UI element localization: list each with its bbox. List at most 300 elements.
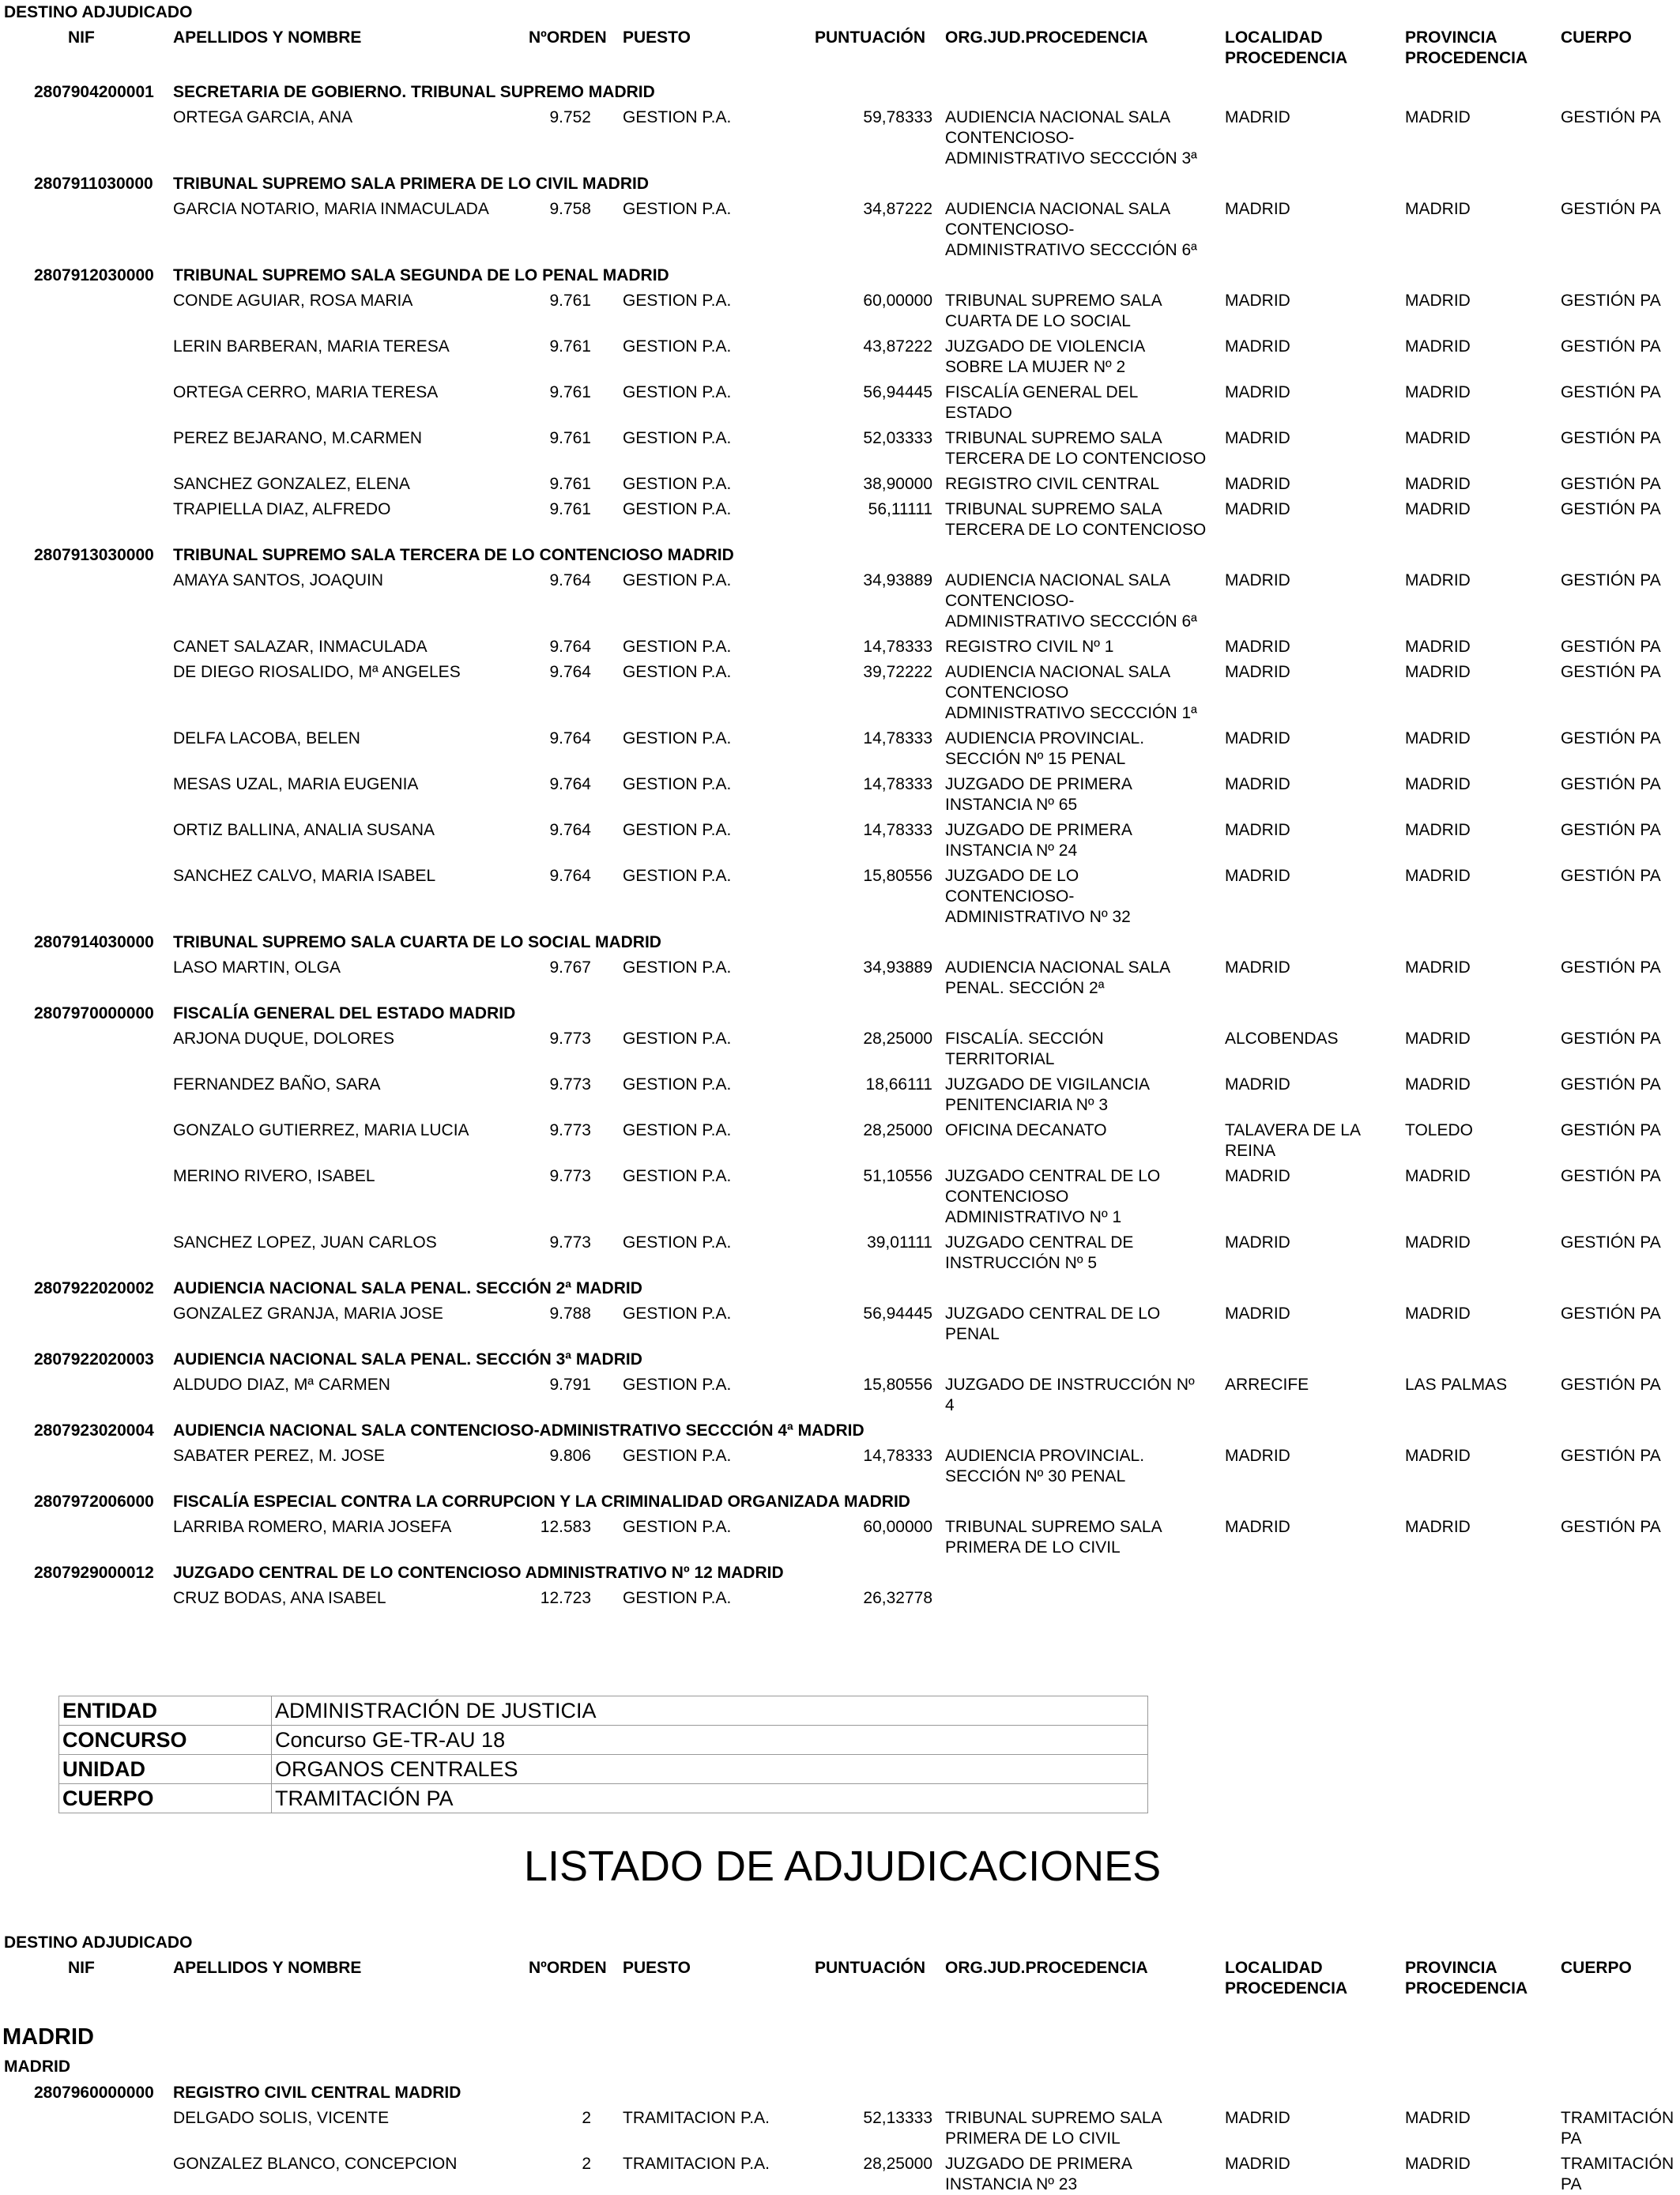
row-orden: 9.788 (549, 1305, 591, 1323)
row-org: CONTENCIOSO- (945, 129, 1075, 147)
row-puntuacion: 39,01111 (867, 1233, 932, 1252)
info-key: CONCURSO (59, 1726, 272, 1755)
row-orden: 9.764 (549, 638, 591, 656)
row-puesto: GESTION P.A. (623, 1167, 732, 1185)
row-puesto: GESTION P.A. (623, 1233, 732, 1252)
row-org: TERCERA DE LO CONTENCIOSO (945, 521, 1207, 539)
row-puesto: GESTION P.A. (623, 292, 732, 310)
info-value: TRAMITACIÓN PA (272, 1784, 1148, 1813)
row-localidad: MADRID (1225, 475, 1290, 493)
row-puesto: GESTION P.A. (623, 663, 732, 681)
row-orden: 9.761 (549, 475, 591, 493)
province-heading: MADRID (2, 2024, 94, 2050)
row-nombre: TRAPIELLA DIAZ, ALFREDO (173, 500, 391, 518)
header-nombre: APELLIDOS Y NOMBRE (173, 1959, 362, 1977)
row-puntuacion: 14,78333 (863, 821, 932, 839)
row-org: TRIBUNAL SUPREMO SALA (945, 1518, 1162, 1536)
row-org: INSTRUCCIÓN Nº 5 (945, 1254, 1098, 1272)
row-puesto: GESTION P.A. (623, 500, 732, 518)
section-label: DESTINO ADJUDICADO (4, 3, 193, 21)
row-nombre: LARRIBA ROMERO, MARIA JOSEFA (173, 1518, 452, 1536)
row-nombre: ORTEGA GARCIA, ANA (173, 108, 353, 126)
row-provincia: MADRID (1405, 1305, 1471, 1323)
row-puntuacion: 34,87222 (863, 200, 932, 218)
row-localidad: MADRID (1225, 958, 1290, 977)
row-localidad: MADRID (1225, 383, 1290, 401)
row-provincia: MADRID (1405, 1075, 1471, 1094)
row-cuerpo: GESTIÓN PA (1561, 775, 1661, 793)
row-nombre: GONZALO GUTIERREZ, MARIA LUCIA (173, 1121, 469, 1139)
row-puesto: GESTION P.A. (623, 821, 732, 839)
row-orden: 9.752 (549, 108, 591, 126)
row-cuerpo: GESTIÓN PA (1561, 292, 1661, 310)
header-localidad: LOCALIDAD (1225, 1959, 1323, 1977)
row-org: CONTENCIOSO- (945, 887, 1075, 905)
info-key: UNIDAD (59, 1755, 272, 1784)
header-orden: NºORDEN (529, 1959, 607, 1977)
row-nombre: SANCHEZ CALVO, MARIA ISABEL (173, 867, 436, 885)
destino-name: AUDIENCIA NACIONAL SALA PENAL. SECCIÓN 3ª MADRID (173, 1350, 642, 1369)
row-provincia: MADRID (1405, 821, 1471, 839)
destino-name: SECRETARIA DE GOBIERNO. TRIBUNAL SUPREMO MADRID (173, 83, 655, 101)
row-puesto: GESTION P.A. (623, 1305, 732, 1323)
header-nombre: APELLIDOS Y NOMBRE (173, 28, 362, 47)
row-provincia: MADRID (1405, 337, 1471, 356)
info-row (59, 1784, 1148, 1813)
row-orden: 12.723 (540, 1589, 591, 1607)
destino-nif: 2807912030000 (34, 266, 154, 284)
destino-name: AUDIENCIA NACIONAL SALA CONTENCIOSO-ADMINISTRATIVO SECCCIÓN 4ª MADRID (173, 1421, 864, 1440)
row-puesto: TRAMITACION P.A. (623, 2155, 770, 2173)
row-puesto: GESTION P.A. (623, 775, 732, 793)
row-orden: 9.773 (549, 1121, 591, 1139)
row-orden: 9.773 (549, 1075, 591, 1094)
row-org: JUZGADO DE PRIMERA (945, 775, 1132, 793)
row-provincia: MADRID (1405, 292, 1471, 310)
row-localidad: MADRID (1225, 1233, 1290, 1252)
row-org: REGISTRO CIVIL CENTRAL (945, 475, 1160, 493)
row-org: TRIBUNAL SUPREMO SALA (945, 429, 1162, 447)
row-org: JUZGADO CENTRAL DE (945, 1233, 1134, 1252)
header-puesto: PUESTO (623, 1959, 691, 1977)
row-localidad: MADRID (1225, 867, 1290, 885)
row-localidad: TALAVERA DE LA (1225, 1121, 1361, 1139)
info-row (59, 1726, 1148, 1755)
row-org: INSTANCIA Nº 24 (945, 841, 1078, 860)
row-nombre: CANET SALAZAR, INMACULADA (173, 638, 428, 656)
row-localidad: MADRID (1225, 108, 1290, 126)
row-nombre: SANCHEZ GONZALEZ, ELENA (173, 475, 410, 493)
row-localidad: MADRID (1225, 1167, 1290, 1185)
destino-name: JUZGADO CENTRAL DE LO CONTENCIOSO ADMINISTRATIVO Nº 12 MADRID (173, 1564, 784, 1582)
row-org: PENITENCIARIA Nº 3 (945, 1096, 1109, 1114)
row-org: CONTENCIOSO- (945, 220, 1075, 239)
row-puntuacion: 15,80556 (863, 867, 932, 885)
row-puntuacion: 28,25000 (863, 1030, 932, 1048)
info-key: CUERPO (59, 1784, 272, 1813)
row-org: ADMINISTRATIVO Nº 1 (945, 1208, 1122, 1226)
row-nombre: GONZALEZ GRANJA, MARIA JOSE (173, 1305, 443, 1323)
row-puntuacion: 28,25000 (863, 1121, 932, 1139)
row-puntuacion: 52,13333 (863, 2109, 932, 2127)
row-puntuacion: 39,72222 (863, 663, 932, 681)
destino-name: AUDIENCIA NACIONAL SALA PENAL. SECCIÓN 2ª MADRID (173, 1279, 642, 1297)
row-provincia: MADRID (1405, 1030, 1471, 1048)
info-key: ENTIDAD (59, 1696, 272, 1726)
row-nombre: ORTEGA CERRO, MARIA TERESA (173, 383, 439, 401)
row-org: CONTENCIOSO- (945, 592, 1075, 610)
row-puntuacion: 26,32778 (863, 1589, 932, 1607)
row-orden: 9.773 (549, 1030, 591, 1048)
row-localidad: MADRID (1225, 1518, 1290, 1536)
row-cuerpo: GESTIÓN PA (1561, 958, 1661, 977)
row-org: AUDIENCIA NACIONAL SALA (945, 200, 1171, 218)
row-localidad: MADRID (1225, 638, 1290, 656)
row-puntuacion: 56,94445 (863, 1305, 932, 1323)
row-orden: 9.767 (549, 958, 591, 977)
row-puntuacion: 15,80556 (863, 1376, 932, 1394)
destino-name: REGISTRO CIVIL CENTRAL MADRID (173, 2084, 461, 2102)
row-org: AUDIENCIA NACIONAL SALA (945, 663, 1171, 681)
row-cuerpo: GESTIÓN PA (1561, 1075, 1661, 1094)
row-cuerpo: GESTIÓN PA (1561, 1305, 1661, 1323)
row-puesto: GESTION P.A. (623, 200, 732, 218)
row-localidad: REINA (1225, 1142, 1276, 1160)
header-provincia: PROCEDENCIA (1405, 1979, 1528, 1997)
row-org: AUDIENCIA NACIONAL SALA (945, 571, 1171, 589)
header-org: ORG.JUD.PROCEDENCIA (945, 28, 1148, 47)
row-orden: 2 (582, 2109, 591, 2127)
row-puesto: GESTION P.A. (623, 1447, 732, 1465)
row-cuerpo: GESTIÓN PA (1561, 383, 1661, 401)
header-cuerpo: CUERPO (1561, 1959, 1632, 1977)
row-org: SOBRE LA MUJER Nº 2 (945, 358, 1126, 376)
row-org: ADMINISTRATIVO Nº 32 (945, 908, 1131, 926)
row-puesto: GESTION P.A. (623, 638, 732, 656)
header-provincia: PROVINCIA (1405, 28, 1497, 47)
row-orden: 9.791 (549, 1376, 591, 1394)
row-puesto: GESTION P.A. (623, 729, 732, 747)
row-puesto: GESTION P.A. (623, 1121, 732, 1139)
row-localidad: ALCOBENDAS (1225, 1030, 1339, 1048)
row-org: INSTANCIA Nº 65 (945, 796, 1078, 814)
row-nombre: CRUZ BODAS, ANA ISABEL (173, 1589, 386, 1607)
row-org: CONTENCIOSO (945, 1188, 1069, 1206)
row-puesto: GESTION P.A. (623, 1518, 732, 1536)
row-puesto: GESTION P.A. (623, 383, 732, 401)
row-cuerpo: GESTIÓN PA (1561, 638, 1661, 656)
row-nombre: AMAYA SANTOS, JOAQUIN (173, 571, 384, 589)
row-provincia: MADRID (1405, 638, 1471, 656)
row-org: SECCIÓN Nº 15 PENAL (945, 750, 1126, 768)
row-org: CONTENCIOSO (945, 683, 1069, 702)
row-org: FISCALÍA. SECCIÓN (945, 1030, 1104, 1048)
row-org: AUDIENCIA NACIONAL SALA (945, 958, 1171, 977)
header-localidad: PROCEDENCIA (1225, 1979, 1348, 1997)
header-orden: NºORDEN (529, 28, 607, 47)
row-cuerpo: GESTIÓN PA (1561, 1167, 1661, 1185)
destino-nif: 2807904200001 (34, 83, 154, 101)
row-puesto: TRAMITACION P.A. (623, 2109, 770, 2127)
row-cuerpo: GESTIÓN PA (1561, 1518, 1661, 1536)
row-provincia: MADRID (1405, 775, 1471, 793)
row-provincia: MADRID (1405, 500, 1471, 518)
row-cuerpo: PA (1561, 2175, 1582, 2193)
row-localidad: MADRID (1225, 729, 1290, 747)
row-provincia: MADRID (1405, 729, 1471, 747)
destino-name: TRIBUNAL SUPREMO SALA SEGUNDA DE LO PENAL MADRID (173, 266, 669, 284)
row-provincia: MADRID (1405, 571, 1471, 589)
row-org: JUZGADO DE VIGILANCIA (945, 1075, 1151, 1094)
row-org: AUDIENCIA PROVINCIAL. (945, 1447, 1145, 1465)
row-org: REGISTRO CIVIL Nº 1 (945, 638, 1114, 656)
destino-nif: 2807922020003 (34, 1350, 154, 1369)
row-org: INSTANCIA Nº 23 (945, 2175, 1078, 2193)
row-cuerpo: GESTIÓN PA (1561, 337, 1661, 356)
row-org: FISCALÍA GENERAL DEL (945, 383, 1139, 401)
info-row (59, 1696, 1148, 1726)
row-localidad: MADRID (1225, 1305, 1290, 1323)
row-nombre: ALDUDO DIAZ, Mª CARMEN (173, 1376, 390, 1394)
row-provincia: MADRID (1405, 958, 1471, 977)
row-org: JUZGADO DE INSTRUCCIÓN Nº (945, 1376, 1195, 1394)
row-org: JUZGADO DE VIOLENCIA (945, 337, 1146, 356)
row-cuerpo: GESTIÓN PA (1561, 1121, 1661, 1139)
row-org: 4 (945, 1396, 955, 1414)
row-puesto: GESTION P.A. (623, 958, 732, 977)
row-puntuacion: 56,94445 (863, 383, 932, 401)
locality-heading: MADRID (4, 2058, 70, 2076)
header-localidad: LOCALIDAD (1225, 28, 1323, 47)
row-localidad: MADRID (1225, 500, 1290, 518)
row-puntuacion: 59,78333 (863, 108, 932, 126)
destino-name: TRIBUNAL SUPREMO SALA PRIMERA DE LO CIVIL MADRID (173, 175, 650, 193)
row-orden: 9.764 (549, 821, 591, 839)
header-provincia: PROCEDENCIA (1405, 49, 1528, 67)
row-provincia: MADRID (1405, 1233, 1471, 1252)
info-table (58, 1696, 1148, 1813)
row-localidad: MADRID (1225, 1075, 1290, 1094)
row-puntuacion: 51,10556 (863, 1167, 932, 1185)
row-org: AUDIENCIA NACIONAL SALA (945, 108, 1171, 126)
row-org: AUDIENCIA PROVINCIAL. (945, 729, 1145, 747)
row-nombre: DELFA LACOBA, BELEN (173, 729, 360, 747)
row-provincia: TOLEDO (1405, 1121, 1473, 1139)
row-orden: 12.583 (540, 1518, 591, 1536)
row-puesto: GESTION P.A. (623, 1376, 732, 1394)
row-org: JUZGADO CENTRAL DE LO (945, 1167, 1161, 1185)
row-cuerpo: TRAMITACIÓN (1561, 2155, 1674, 2173)
row-nombre: DELGADO SOLIS, VICENTE (173, 2109, 390, 2127)
destino-nif: 2807913030000 (34, 546, 154, 564)
row-org: TERCERA DE LO CONTENCIOSO (945, 450, 1207, 468)
row-orden: 9.761 (549, 429, 591, 447)
row-puntuacion: 14,78333 (863, 729, 932, 747)
row-puesto: GESTION P.A. (623, 429, 732, 447)
row-localidad: MADRID (1225, 775, 1290, 793)
row-nombre: ARJONA DUQUE, DOLORES (173, 1030, 395, 1048)
row-org: ADMINISTRATIVO SECCCIÓN 6ª (945, 241, 1197, 259)
row-localidad: MADRID (1225, 663, 1290, 681)
row-puntuacion: 34,93889 (863, 571, 932, 589)
row-localidad: MADRID (1225, 821, 1290, 839)
info-value: ORGANOS CENTRALES (272, 1755, 1148, 1784)
row-orden: 9.761 (549, 292, 591, 310)
row-cuerpo: GESTIÓN PA (1561, 1447, 1661, 1465)
row-puntuacion: 38,90000 (863, 475, 932, 493)
destino-nif: 2807970000000 (34, 1004, 154, 1022)
row-puntuacion: 14,78333 (863, 775, 932, 793)
row-nombre: LASO MARTIN, OLGA (173, 958, 341, 977)
header-provincia: PROVINCIA (1405, 1959, 1497, 1977)
row-org: PRIMERA DE LO CIVIL (945, 1538, 1121, 1557)
row-orden: 9.764 (549, 867, 591, 885)
header-puesto: PUESTO (623, 28, 691, 47)
row-puntuacion: 18,66111 (865, 1075, 932, 1094)
row-nombre: CONDE AGUIAR, ROSA MARIA (173, 292, 413, 310)
row-puntuacion: 56,11111 (868, 500, 932, 518)
destino-nif: 2807929000012 (34, 1564, 154, 1582)
row-provincia: MADRID (1405, 200, 1471, 218)
row-puntuacion: 60,00000 (863, 1518, 932, 1536)
row-orden: 9.758 (549, 200, 591, 218)
row-localidad: MADRID (1225, 1447, 1290, 1465)
row-puesto: GESTION P.A. (623, 108, 732, 126)
row-provincia: MADRID (1405, 1518, 1471, 1536)
info-value: ADMINISTRACIÓN DE JUSTICIA (272, 1696, 1148, 1726)
row-cuerpo: GESTIÓN PA (1561, 108, 1661, 126)
row-puesto: GESTION P.A. (623, 1030, 732, 1048)
row-orden: 9.761 (549, 337, 591, 356)
row-cuerpo: GESTIÓN PA (1561, 821, 1661, 839)
row-orden: 2 (582, 2155, 591, 2173)
row-provincia: MADRID (1405, 867, 1471, 885)
row-puesto: GESTION P.A. (623, 337, 732, 356)
row-cuerpo: GESTIÓN PA (1561, 500, 1661, 518)
header-nif: NIF (68, 28, 95, 47)
destino-name: TRIBUNAL SUPREMO SALA TERCERA DE LO CONTENCIOSO MADRID (173, 546, 734, 564)
row-puntuacion: 52,03333 (863, 429, 932, 447)
row-localidad: MADRID (1225, 571, 1290, 589)
row-localidad: MADRID (1225, 292, 1290, 310)
row-puntuacion: 28,25000 (863, 2155, 932, 2173)
info-value: Concurso GE-TR-AU 18 (272, 1726, 1148, 1755)
row-orden: 9.764 (549, 663, 591, 681)
row-localidad: MADRID (1225, 200, 1290, 218)
row-cuerpo: GESTIÓN PA (1561, 1233, 1661, 1252)
row-puntuacion: 34,93889 (863, 958, 932, 977)
header-nif: NIF (68, 1959, 95, 1977)
row-localidad: ARRECIFE (1225, 1376, 1309, 1394)
row-puesto: GESTION P.A. (623, 1075, 732, 1094)
row-org: ESTADO (945, 404, 1012, 422)
row-org: JUZGADO CENTRAL DE LO (945, 1305, 1161, 1323)
row-cuerpo: GESTIÓN PA (1561, 571, 1661, 589)
header-puntuacion: PUNTUACIÓN (815, 28, 925, 47)
section-label: DESTINO ADJUDICADO (4, 1933, 193, 1952)
row-cuerpo: GESTIÓN PA (1561, 867, 1661, 885)
row-org: ADMINISTRATIVO SECCCIÓN 6ª (945, 612, 1197, 631)
row-orden: 9.773 (549, 1233, 591, 1252)
destino-name: TRIBUNAL SUPREMO SALA CUARTA DE LO SOCIAL MADRID (173, 933, 661, 951)
row-nombre: SANCHEZ LOPEZ, JUAN CARLOS (173, 1233, 437, 1252)
destino-nif: 2807923020004 (34, 1421, 154, 1440)
row-orden: 9.773 (549, 1167, 591, 1185)
row-nombre: FERNANDEZ BAÑO, SARA (173, 1075, 381, 1094)
row-nombre: GARCIA NOTARIO, MARIA INMACULADA (173, 200, 489, 218)
destino-name: FISCALÍA GENERAL DEL ESTADO MADRID (173, 1004, 516, 1022)
row-org: SECCIÓN Nº 30 PENAL (945, 1467, 1126, 1485)
row-provincia: MADRID (1405, 1167, 1471, 1185)
row-puntuacion: 43,87222 (863, 337, 932, 356)
row-provincia: MADRID (1405, 475, 1471, 493)
row-orden: 9.764 (549, 729, 591, 747)
row-orden: 9.764 (549, 775, 591, 793)
row-nombre: PEREZ BEJARANO, M.CARMEN (173, 429, 423, 447)
row-org: PRIMERA DE LO CIVIL (945, 2129, 1121, 2148)
row-org: OFICINA DECANATO (945, 1121, 1107, 1139)
row-org: TRIBUNAL SUPREMO SALA (945, 292, 1162, 310)
row-nombre: SABATER PEREZ, M. JOSE (173, 1447, 385, 1465)
row-localidad: MADRID (1225, 2155, 1290, 2173)
row-puesto: GESTION P.A. (623, 1589, 732, 1607)
row-org: JUZGADO DE LO (945, 867, 1079, 885)
row-provincia: MADRID (1405, 108, 1471, 126)
header-puntuacion: PUNTUACIÓN (815, 1959, 925, 1977)
header-localidad: PROCEDENCIA (1225, 49, 1348, 67)
row-provincia: MADRID (1405, 1447, 1471, 1465)
row-nombre: DE DIEGO RIOSALIDO, Mª ANGELES (173, 663, 461, 681)
header-cuerpo: CUERPO (1561, 28, 1632, 47)
row-org: TERRITORIAL (945, 1050, 1055, 1068)
row-cuerpo: TRAMITACIÓN (1561, 2109, 1674, 2127)
row-localidad: MADRID (1225, 337, 1290, 356)
row-orden: 9.806 (549, 1447, 591, 1465)
row-org: ADMINISTRATIVO SECCCIÓN 3ª (945, 149, 1197, 168)
row-puesto: GESTION P.A. (623, 867, 732, 885)
row-cuerpo: PA (1561, 2129, 1582, 2148)
row-puntuacion: 14,78333 (863, 1447, 932, 1465)
row-org: CUARTA DE LO SOCIAL (945, 312, 1131, 330)
destino-nif: 2807972006000 (34, 1493, 154, 1511)
listado-title: LISTADO DE ADJUDICACIONES (524, 1843, 1162, 1890)
row-puntuacion: 60,00000 (863, 292, 932, 310)
row-org: TRIBUNAL SUPREMO SALA (945, 2109, 1162, 2127)
destino-name: FISCALÍA ESPECIAL CONTRA LA CORRUPCION Y LA CRIMINALIDAD ORGANIZADA MADRID (173, 1493, 910, 1511)
row-provincia: LAS PALMAS (1405, 1376, 1508, 1394)
row-orden: 9.761 (549, 383, 591, 401)
row-puesto: GESTION P.A. (623, 475, 732, 493)
row-org: PENAL. SECCIÓN 2ª (945, 979, 1105, 997)
row-orden: 9.764 (549, 571, 591, 589)
row-provincia: MADRID (1405, 383, 1471, 401)
row-localidad: MADRID (1225, 429, 1290, 447)
row-cuerpo: GESTIÓN PA (1561, 1376, 1661, 1394)
destino-nif: 2807922020002 (34, 1279, 154, 1297)
row-cuerpo: GESTIÓN PA (1561, 200, 1661, 218)
destino-nif: 2807960000000 (34, 2084, 154, 2102)
row-cuerpo: GESTIÓN PA (1561, 663, 1661, 681)
row-nombre: MESAS UZAL, MARIA EUGENIA (173, 775, 419, 793)
row-provincia: MADRID (1405, 2155, 1471, 2173)
header-org: ORG.JUD.PROCEDENCIA (945, 1959, 1148, 1977)
destino-nif: 2807911030000 (34, 175, 153, 193)
row-cuerpo: GESTIÓN PA (1561, 1030, 1661, 1048)
row-nombre: LERIN BARBERAN, MARIA TERESA (173, 337, 450, 356)
row-org: ADMINISTRATIVO SECCCIÓN 1ª (945, 704, 1197, 722)
destino-nif: 2807914030000 (34, 933, 154, 951)
row-puesto: GESTION P.A. (623, 571, 732, 589)
